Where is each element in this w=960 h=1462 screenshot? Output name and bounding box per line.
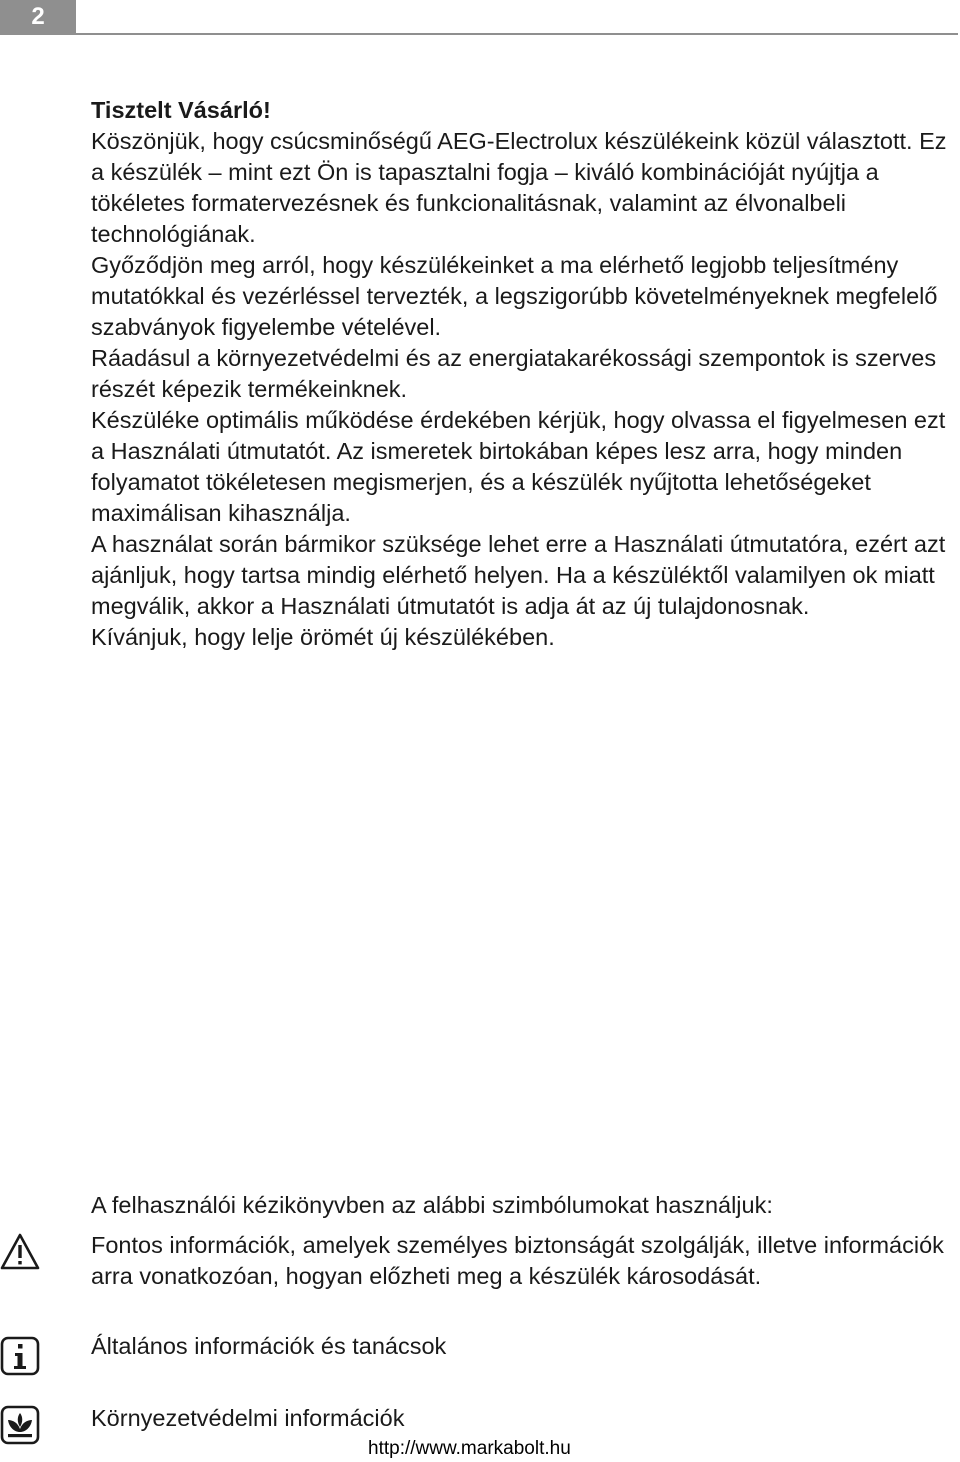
intro-paragraph-4: Készüléke optimális működése érdekében kérjük, hogy olvassa el figyelmesen ezt a Használati útmutatót. Az ismeretek birtokában képes lesz arra, hogy minden folyamatot tökéletesen megismerjen, és a készülék nyűjtotta lehetőségeket maximálisan kihasználja.	[91, 407, 946, 526]
intro-paragraph-2: Győződjön meg arról, hogy készülékeinket a ma elérhető legjobb teljesítmény mutatókkal és vezérléssel tervezték, a legszigorúbb követelményeknek megfelelő szabványok figyelembe vételével.	[91, 252, 938, 340]
symbol-info-text: Általános információk és tanácsok	[91, 1333, 447, 1359]
intro-paragraph-1: Köszönjük, hogy csúcsminőségű AEG-Electrolux készülékeink közül választott. Ez a készülék – mint ezt Ön is tapasztalni fogja – kiváló kombinációját nyújtja a tökéletes formatervezésnek és funkcionalitásnak, valamint az élvonalbeli technológiának.	[91, 128, 947, 247]
intro-paragraph-3: Ráadásul a környezetvédelmi és az energiatakarékossági szempontok is szerves részét képezik termékeinknek.	[91, 345, 937, 402]
header-rule	[0, 33, 958, 35]
environment-icon	[0, 1405, 40, 1445]
intro-paragraph-6: Kívánjuk, hogy lelje örömét új készülékében.	[91, 624, 555, 650]
symbol-warning-text: Fontos információk, amelyek személyes biztonságát szolgálják, illetve információk arra vonatkozóan, hogyan előzheti meg a készülék károsodását.	[91, 1232, 944, 1289]
symbol-environment-text: Környezetvédelmi információk	[91, 1405, 405, 1431]
intro-paragraph-5: A használat során bármikor szüksége lehet erre a Használati útmutatóra, ezért azt ajánljuk, hogy tartsa mindig elérhető helyen. Ha a készüléktől valamilyen ok miatt megválik, akkor a Használati útmutatót is adja át az új tulajdonosnak.	[91, 531, 946, 619]
info-icon	[0, 1336, 40, 1376]
intro-section	[91, 95, 957, 653]
warning-triangle-icon	[0, 1232, 40, 1272]
page-number: 2	[31, 3, 45, 30]
greeting-heading: Tisztelt Vásárló!	[91, 97, 271, 123]
footer-url[interactable]: http://www.markabolt.hu	[368, 1438, 571, 1459]
page-number-tab	[0, 0, 76, 33]
symbols-title: A felhasználói kézikönyvben az alábbi szimbólumokat használjuk:	[91, 1192, 773, 1218]
